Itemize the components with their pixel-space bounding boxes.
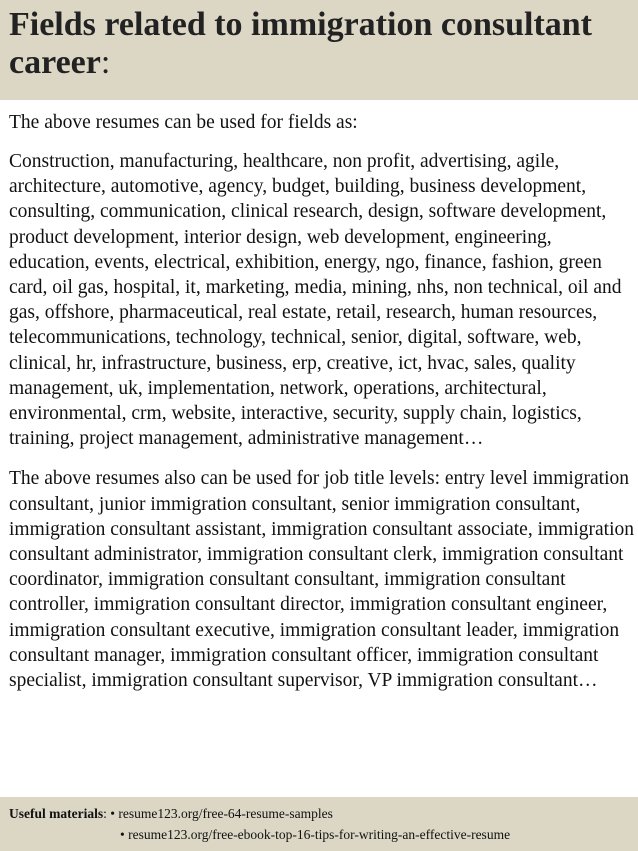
useful-materials-separator: : bbox=[103, 806, 111, 821]
footer-band bbox=[0, 797, 638, 851]
fields-paragraph: Construction, manufacturing, healthcare, non profit, advertising, agile, architecture, automotive, agency, budget, building, business development, consulting, communication, clinical research, design, software development, product development, interior design, web development, engineering, education, events, electrical, exhibition, energy, ngo, finance, fashion, green card, oil gas, hospital, it, marketing, media, mining, nhs, non technical, oil and gas, offshore, pharmaceutical, real estate, retail, research, human resources, telecommunications, technology, technical, senior, digital, software, web, clinical, hr, infrastructure, business, erp, creative, ict, hvac, sales, quality management, uk, implementation, network, operations, architectural, environmental, crm, website, interactive, security, supply chain, logistics, training, project management, administrative management… bbox=[9, 151, 622, 450]
header-band bbox=[0, 0, 638, 100]
page-title bbox=[9, 6, 630, 82]
resume-samples-link[interactable]: • resume123.org/free-64-resume-samples bbox=[110, 806, 333, 821]
main-content bbox=[9, 110, 634, 693]
ebook-tips-link[interactable]: • resume123.org/free-ebook-top-16-tips-for-writing-an-effective-resume bbox=[120, 827, 511, 842]
useful-materials-label bbox=[9, 803, 103, 824]
footer-row-1 bbox=[9, 803, 638, 824]
footer-indent bbox=[9, 824, 120, 845]
intro-text: The above resumes can be used for fields as: bbox=[9, 112, 358, 133]
page-title-colon: : bbox=[100, 44, 111, 81]
page-title-text: Fields related to immigration consultant career bbox=[9, 6, 592, 81]
footer-row-2 bbox=[9, 824, 638, 845]
useful-materials-label-text: Useful materials bbox=[9, 806, 104, 821]
job-levels-paragraph: The above resumes also can be used for job title levels: entry level immigration consultant, junior immigration consultant, senior immigration consultant, immigration consultant assistant, immigration consultant associate, immigration consultant administrator, immigration consultant clerk, immigration consultant coordinator, immigration consultant consultant, immigration consultant controller, immigration consultant director, immigration consultant engineer, immigration consultant executive, immigration consultant leader, immigration consultant manager, immigration consultant officer, immigration consultant specialist, immigration consultant supervisor, VP immigration consultant… bbox=[9, 468, 634, 692]
